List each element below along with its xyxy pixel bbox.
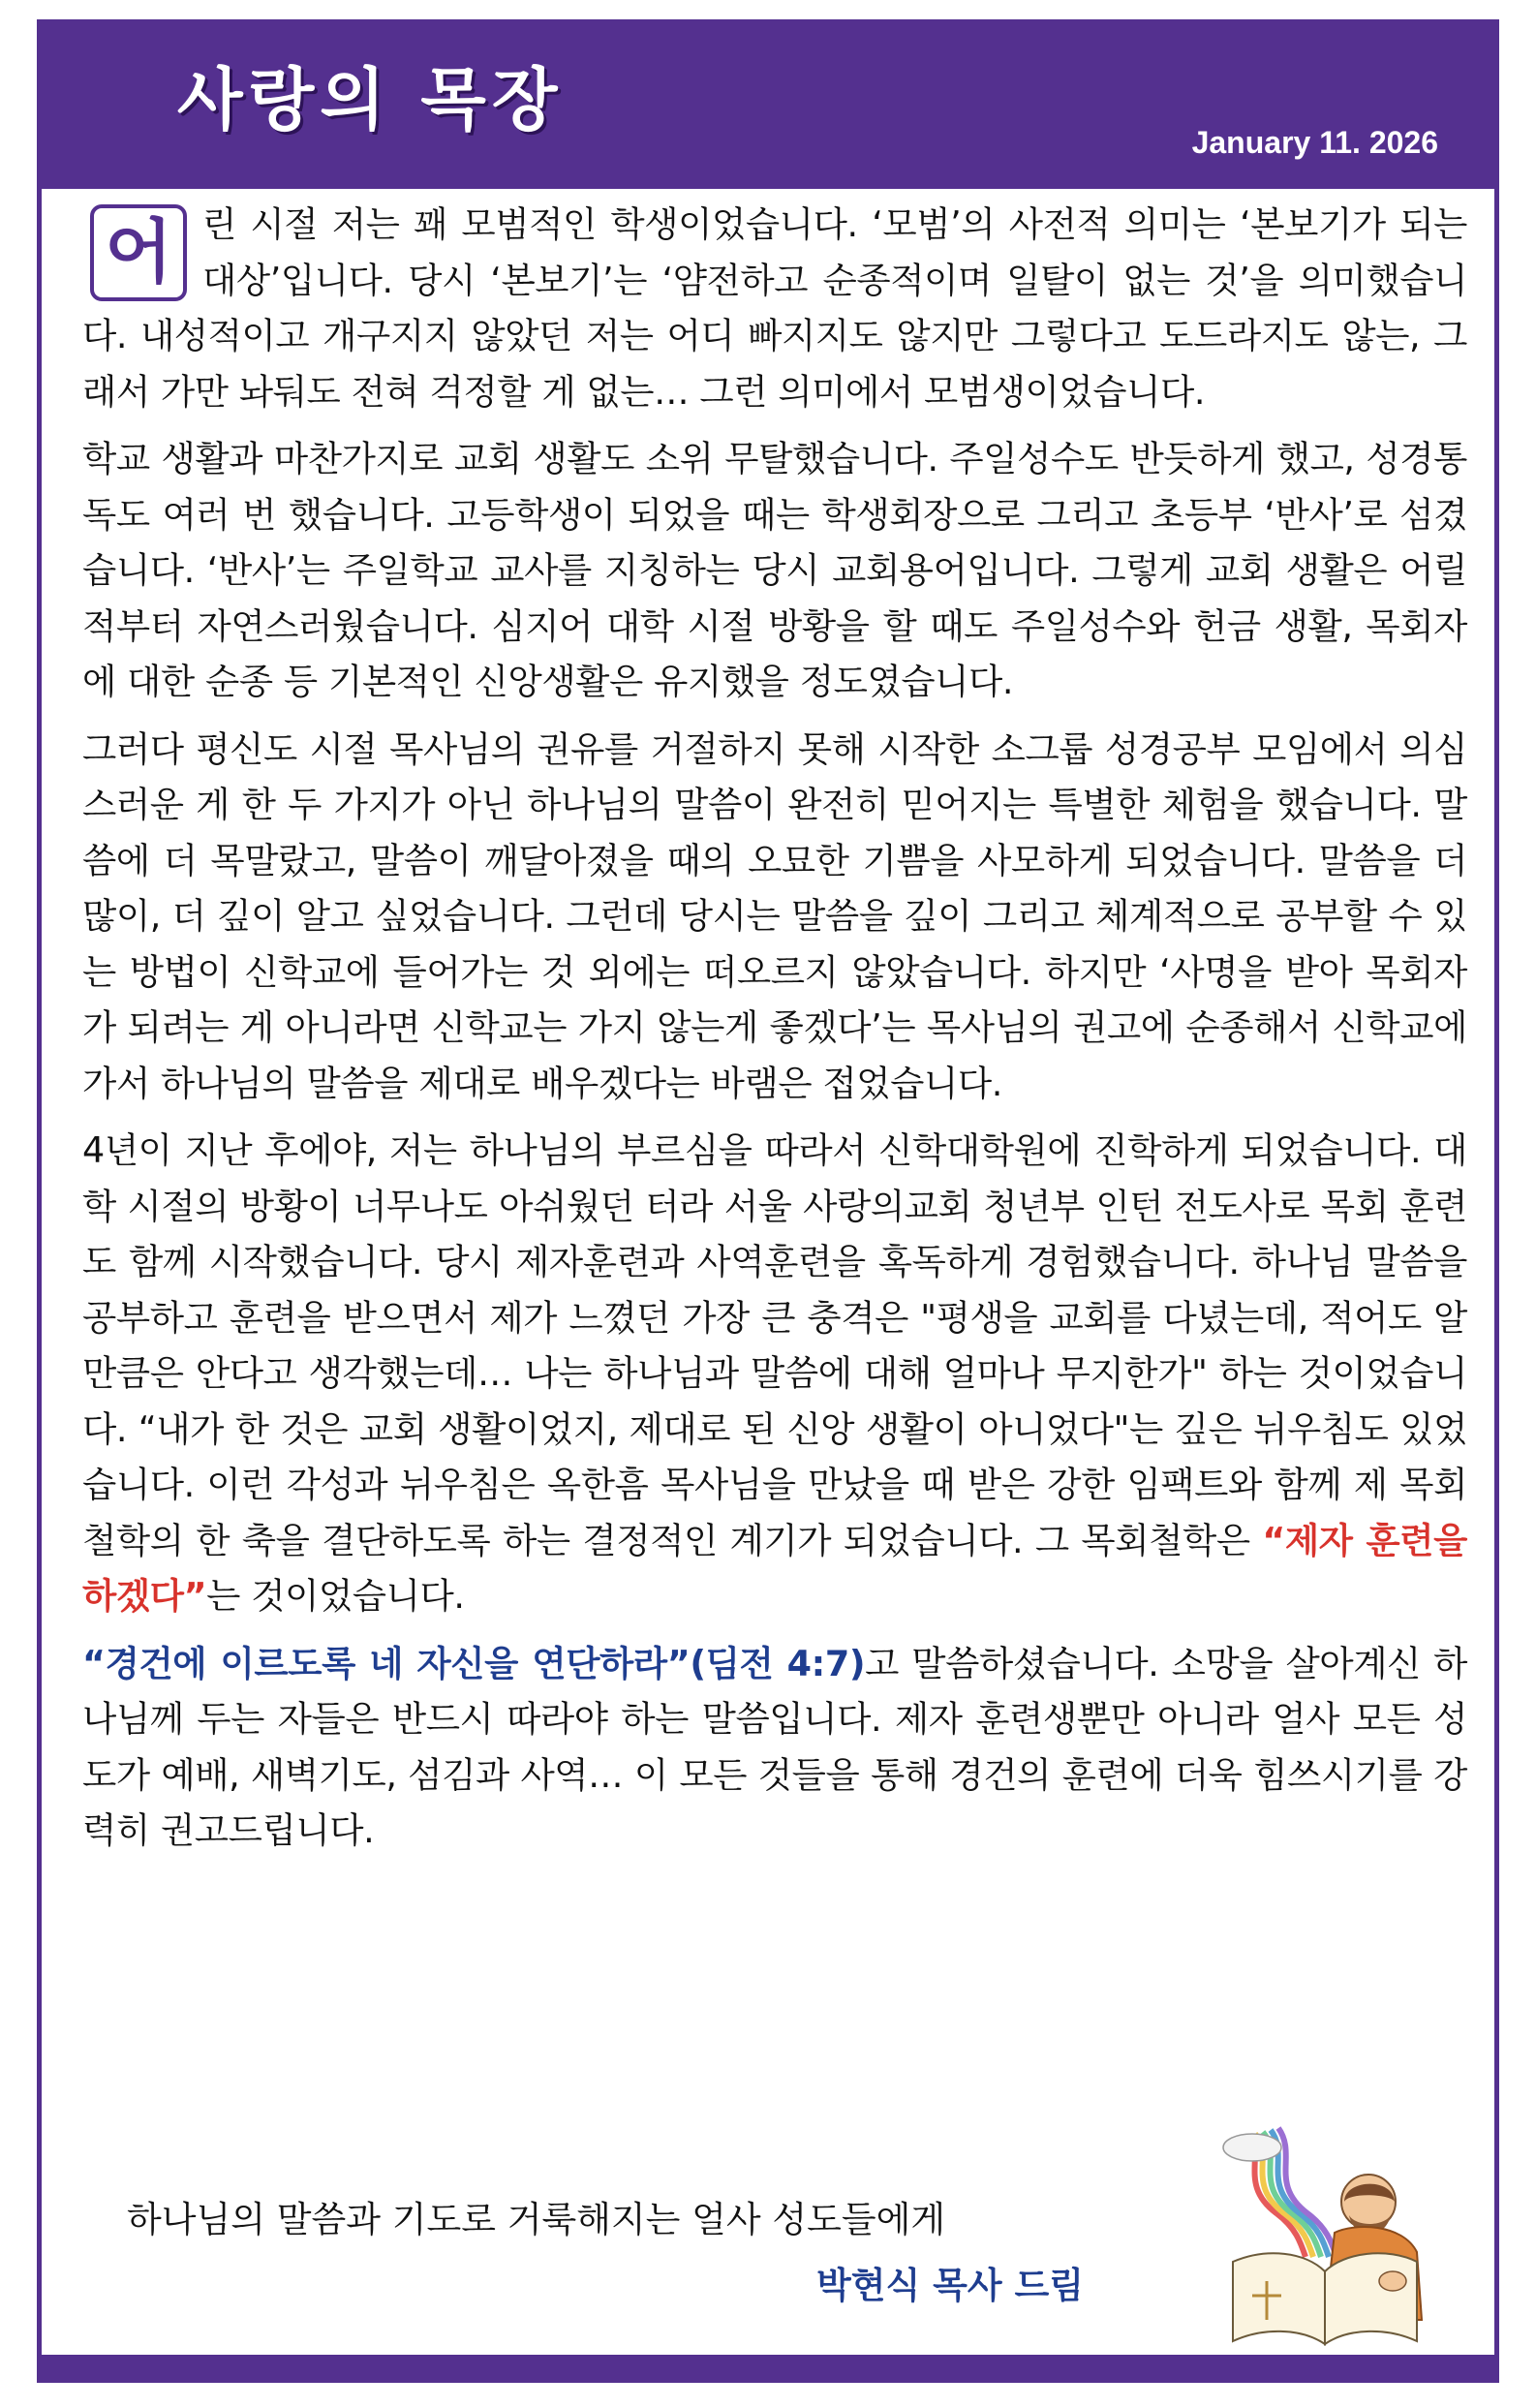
highlight-philosophy: “제자 훈련을 하겠다” [82,1519,1467,1617]
header-banner [42,24,1494,189]
paragraph-4-text: 4년이 지난 후에야, 저는 하나님의 부르심을 따라서 신학대학원에 진학하게 되었습니다. 대학 시절의 방황이 너무나도 아쉬웠던 터라 서울 사랑의교회 청년부 인턴 전도사로 목회 훈련도 함께 시작했습니다. 당시 제자훈련과 사역훈련을 혹독하게 경험했습니다. 하나님 말씀을 공부하고 훈련을 받으면서 제가 느꼈던 가장 큰 충격은 "평생을 교회를 다녔는데, 적어도 알만큼은 안다고 생각했는데… 나는 하나님과 말씀에 대해 얼마나 무지한가" 하는 것이었습니다. “내가 한 것은 교회 생활이었지, 제대로 된 신앙 생활이 아니었다"는 깊은 뉘우침도 있었습니다. 이런 각성과 뉘우침은 옥한흠 목사님을 만났을 때 받은 강한 임팩트와 함께 제 목회철학의 한 축을 결단하도록 하는 결정적인 계기가 되었습니다. 그 목회철학은 [82,1129,1467,1561]
paragraph-5 [82,1636,1467,1859]
newsletter-page [37,19,1499,2383]
paragraph-4 [82,1123,1467,1624]
letter-body [82,197,1467,1870]
footer-bar [42,2355,1494,2378]
closing-line: 하나님의 말씀과 기도로 거룩해지는 얼사 성도들에게 [127,2199,946,2240]
paragraph-1-text: 린 시절 저는 꽤 모범적인 학생이었습니다. ‘모범’의 사전적 의미는 ‘본보기가 되는 대상’입니다. 당시 ‘본보기’는 ‘얌전하고 순종적이며 일탈이 없는 것’을 의미했습니다. 내성적이고 개구지지 않았던 저는 어디 빠지지도 않지만 그렇다고 도드라지도 않는, 그래서 가만 놔둬도 전혀 걱정할 게 없는… 그런 의미에서 모범생이었습니다. [82,203,1467,413]
paragraph-3: 그러다 평신도 시절 목사님의 권유를 거절하지 못해 시작한 소그룹 성경공부 모임에서 의심스러운 게 한 두 가지가 아닌 하나님의 말씀이 완전히 믿어지는 특별한 체험을 했습니다. 말씀에 더 목말랐고, 말씀이 깨달아졌을 때의 오묘한 기쁨을 사모하게 되었습니다. 말씀을 더 많이, 더 깊이 알고 싶었습니다. 그런데 당시는 말씀을 깊이 그리고 체계적으로 공부할 수 있는 방법이 신학교에 들어가는 것 외에는 떠오르지 않았습니다. 하지만 ‘사명을 받아 목회자가 되려는 게 아니라면 신학교는 가지 않는게 좋겠다’는 목사님의 권고에 순종해서 신학교에 가서 하나님의 말씀을 제대로 배우겠다는 바램은 접었습니다. [82,727,1467,1104]
bible-reader-illustration [1209,2126,1436,2359]
signature: 박현식 목사 드림 [816,2265,1084,2306]
page-title: 사랑의 목장 [177,60,564,139]
scripture-quote: “경건에 이르도록 네 자신을 연단하라”(딤전 4:7) [82,1642,866,1684]
paragraph-5-text: 고 말씀하셨습니다. 소망을 살아계신 하나님께 두는 자들은 반드시 따라야 하는 말씀입니다. 제자 훈련생뿐만 아니라 얼사 모든 성도가 예배, 새벽기도, 섬김과 사역… 이 모든 것들을 통해 경건의 훈련에 더욱 힘쓰시기를 강력히 권고드립니다. [82,1642,1467,1851]
paragraph-2: 학교 생활과 마찬가지로 교회 생활도 소위 무탈했습니다. 주일성수도 반듯하게 했고, 성경통독도 여러 번 했습니다. 고등학생이 되었을 때는 학생회장으로 그리고 초등부 ‘반사’로 섬겼습니다. ‘반사’는 주일학교 교사를 지칭하는 당시 교회용어입니다. 그렇게 교회 생활은 어릴 적부터 자연스러웠습니다. 심지어 대학 시절 방황을 할 때도 주일성수와 헌금 생활, 목회자에 대한 순종 등 기본적인 신앙생활은 유지했을 정도였습니다. [82,438,1467,702]
issue-date: January 11. 2026 [1191,125,1438,160]
drop-cap: 어 [90,204,187,301]
paragraph-1 [82,197,1467,419]
paragraph-4-end: 는 것이었습니다. [206,1575,465,1617]
